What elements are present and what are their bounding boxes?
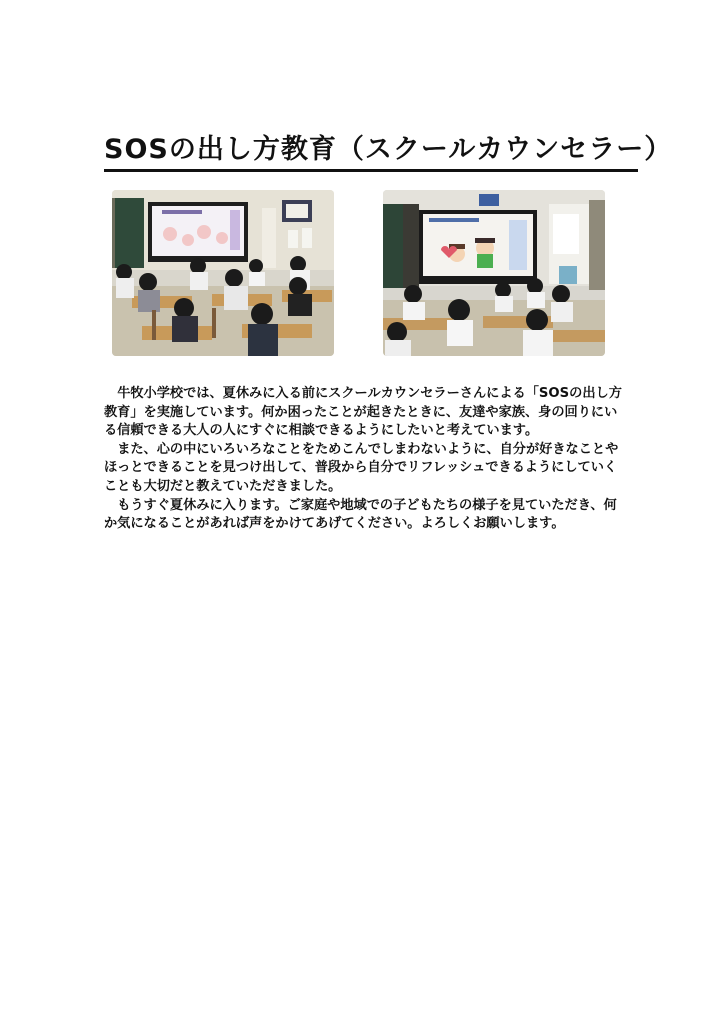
classroom-photo-left xyxy=(112,190,334,356)
classroom-photo-right xyxy=(383,190,605,356)
paragraph-3: もうすぐ夏休みに入ります。ご家庭や地域での子どもたちの様子を見ていただき、何か気になることがあれば声をかけてあげてください。よろしくお願いします。 xyxy=(104,497,617,532)
page-title: SOSの出し方教育（スクールカウンセラー） xyxy=(104,134,673,165)
paragraph-1: 牛牧小学校では、夏休みに入る前にスクールカウンセラーさんによる「SOSの出し方教育」を実施しています。何か困ったことが起きたときに、友達や家族、身の回りにいる信頼できる大人の人にすぐに相談できるようにしたいと考えています。 xyxy=(104,386,622,439)
body-text xyxy=(104,385,628,534)
paragraph-2: また、心の中にいろいろなことをためこんでしまわないように、自分が好きなことやほっとできることを見つけ出して、普段から自分でリフレッシュできるようにしていくことも大切だと教えていただきました。 xyxy=(104,441,619,494)
classroom-photo-left-image xyxy=(112,190,334,356)
classroom-photo-right-image xyxy=(383,190,605,356)
title-underline xyxy=(104,169,638,172)
